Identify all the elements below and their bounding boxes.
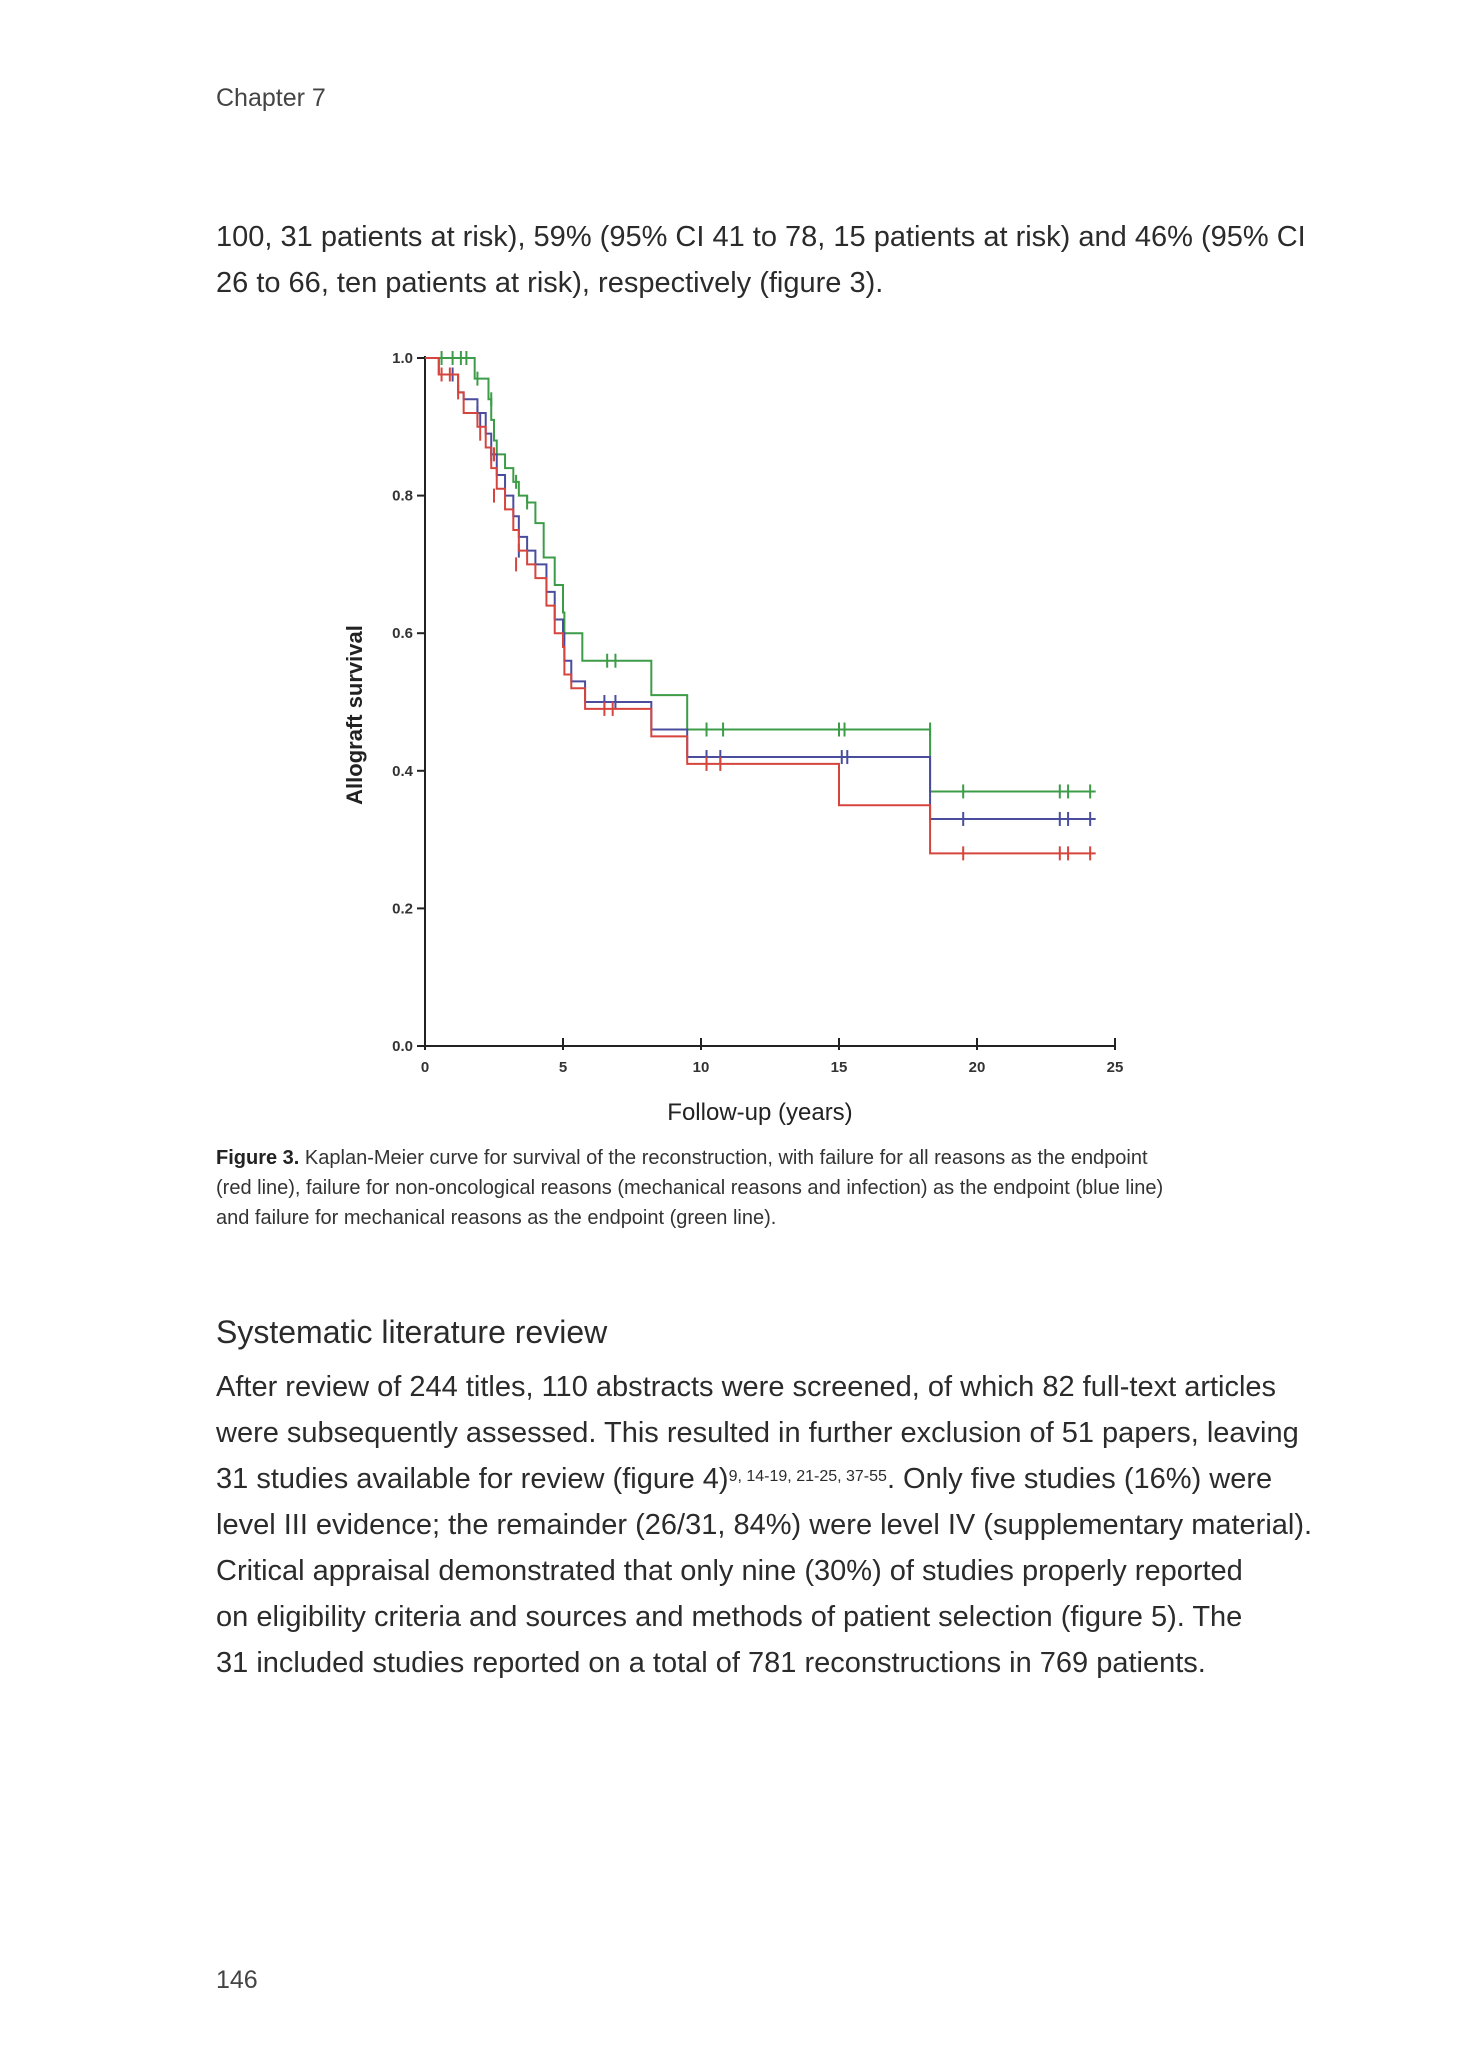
- chart-axes: [392, 350, 1123, 1076]
- review-line-2: were subsequently assessed. This resulted in further exclusion of 51 papers, leaving: [216, 1417, 1299, 1449]
- review-line-5: Critical appraisal demonstrated that only nine (30%) of studies properly reported: [216, 1555, 1243, 1587]
- review-line-7: 31 included studies reported on a total of 781 reconstructions in 769 patients.: [216, 1647, 1206, 1679]
- y-tick-label: 0.6: [392, 625, 413, 643]
- x-tick-label: 25: [1106, 1059, 1124, 1076]
- figure-label: Figure 3.: [216, 1147, 300, 1169]
- caption-line-2: (red line), failure for non-oncological reasons (mechanical reasons and infection) as the endpoint (blue line): [216, 1177, 1164, 1199]
- x-tick-label: 15: [830, 1059, 848, 1076]
- review-line-1: After review of 244 titles, 110 abstracts were screened, of which 82 full-text articles: [216, 1371, 1277, 1403]
- x-tick-label: 0: [420, 1059, 430, 1076]
- section-title: Systematic literature review: [216, 1314, 608, 1350]
- caption-line-1: Kaplan-Meier curve for survival of the reconstruction, with failure for all reasons as the endpoint: [299, 1147, 1148, 1169]
- intro-paragraph: [216, 214, 1306, 306]
- x-tick-label: 10: [692, 1059, 710, 1076]
- x-tick-label: 20: [968, 1059, 986, 1076]
- review-line-3: [216, 1456, 1273, 1502]
- series-line-blue: [425, 358, 1096, 819]
- y-axis-label: Allograft survival: [342, 625, 367, 805]
- citation-superscript: 9, 14-19, 21-25, 37-55: [728, 1468, 887, 1485]
- figure-caption: [216, 1143, 1261, 1233]
- review-paragraph: [216, 1364, 1313, 1686]
- series-line-red: [425, 358, 1096, 853]
- intro-line-2: 26 to 66, ten patients at risk), respectively (figure 3).: [216, 267, 884, 299]
- review-line-4: level III evidence; the remainder (26/31, 84%) were level IV (supplementary material).: [216, 1509, 1313, 1541]
- y-tick-label: 1.0: [392, 350, 413, 367]
- series-line-green: [425, 358, 1096, 791]
- review-line-6: on eligibility criteria and sources and methods of patient selection (figure 5). The: [216, 1601, 1243, 1633]
- y-tick-label: 0.4: [392, 762, 413, 780]
- y-tick-label: 0.8: [392, 487, 413, 505]
- review-line-3-pre: 31 studies available for review (figure 4): [216, 1463, 729, 1495]
- review-line-3-post: . Only five studies (16%) were: [886, 1463, 1273, 1495]
- x-axis-label: Follow-up (years): [667, 1099, 853, 1126]
- x-tick-label: 5: [558, 1059, 568, 1076]
- chapter-header: Chapter 7: [216, 84, 326, 112]
- page-number: 146: [216, 1966, 258, 1994]
- y-tick-label: 0.2: [392, 900, 413, 918]
- y-tick-label: 0.0: [392, 1038, 413, 1055]
- chart-series: [425, 351, 1096, 860]
- caption-line-3: and failure for mechanical reasons as the endpoint (green line).: [216, 1207, 777, 1229]
- kaplan-meier-chart: [330, 340, 1150, 1140]
- intro-line-1: 100, 31 patients at risk), 59% (95% CI 41 to 78, 15 patients at risk) and 46% (95% CI: [216, 221, 1306, 253]
